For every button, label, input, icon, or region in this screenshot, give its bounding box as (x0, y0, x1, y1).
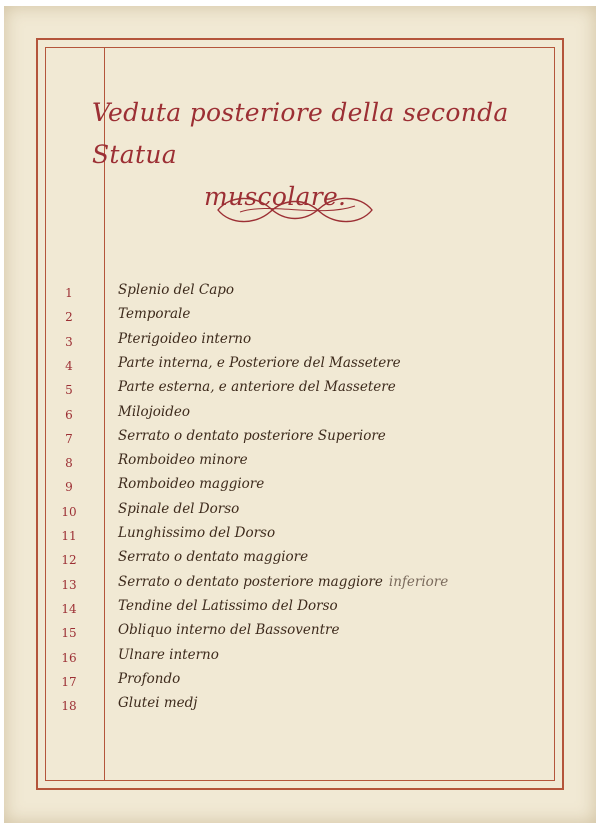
list-item (50, 695, 530, 719)
item-label (118, 671, 180, 687)
item-label (118, 355, 401, 371)
list-item (50, 404, 530, 428)
item-label-text: Serrato o dentato posteriore Superiore (118, 427, 386, 444)
item-label-text: Serrato o dentato maggiore (118, 549, 309, 566)
item-label-text: Parte interna, e Posteriore del Massetere (118, 354, 401, 371)
list-item (50, 476, 530, 500)
list-item (50, 331, 530, 355)
list-item (50, 574, 530, 598)
item-number: 1 (65, 286, 73, 300)
item-number: 15 (61, 626, 77, 641)
item-label-text: Profondo (118, 670, 181, 687)
item-label-text: Splenio del Capo (118, 282, 235, 298)
list-item (50, 501, 530, 525)
item-label-text: Romboideo minore (118, 452, 248, 469)
item-label-text: Milojoideo (118, 403, 190, 420)
item-label-text: Ulnare interno (118, 646, 219, 663)
item-number: 7 (65, 431, 73, 446)
item-label (118, 598, 338, 614)
list-item (50, 428, 530, 452)
item-label-text: Serrato o dentato posteriore maggiore (118, 573, 383, 590)
list-item (50, 598, 530, 622)
item-label (118, 404, 190, 420)
decorative-flourish (210, 190, 380, 232)
item-label (118, 501, 239, 517)
item-number: 12 (61, 553, 77, 568)
item-label (118, 306, 190, 322)
item-label (118, 282, 234, 298)
item-label-text: Pterigoideo interno (118, 330, 252, 347)
item-number: 2 (65, 310, 73, 325)
item-label-text: Romboideo maggiore (118, 476, 265, 493)
item-number: 3 (65, 334, 73, 349)
item-label (118, 647, 219, 663)
item-number: 11 (61, 529, 77, 543)
item-number: 9 (65, 480, 73, 495)
item-label (118, 452, 248, 468)
item-label-text: Tendine del Latissimo del Dorso (118, 597, 338, 614)
title-line-2: muscolare. (204, 182, 347, 211)
item-label-text: Obliquo interno del Bassoventre (118, 622, 340, 639)
item-number: 8 (65, 456, 73, 471)
item-label (118, 379, 396, 395)
item-number: 18 (61, 699, 77, 714)
item-label-text: Spinale del Dorso (118, 500, 240, 517)
list-item (50, 306, 530, 330)
item-number: 4 (65, 358, 73, 373)
item-label (118, 574, 448, 590)
title-line-1: Veduta posteriore della seconda Statua (92, 98, 509, 169)
item-number: 13 (61, 577, 77, 592)
item-label-text: Glutei medj (118, 695, 198, 712)
item-label (118, 549, 308, 565)
item-number: 16 (61, 650, 77, 665)
item-number: 6 (65, 407, 73, 422)
item-label (118, 622, 339, 638)
item-label (118, 331, 251, 347)
item-label-text: Temporale (118, 306, 191, 323)
list-item (50, 452, 530, 476)
list-item (50, 622, 530, 646)
item-number: 17 (61, 674, 77, 689)
item-label (118, 476, 264, 492)
list-item (50, 355, 530, 379)
item-label (118, 525, 275, 541)
list-item (50, 671, 530, 695)
list-item (50, 379, 530, 403)
item-number: 14 (61, 601, 77, 616)
item-label-text: Lunghissimo del Dorso (118, 525, 276, 541)
item-label-addition: inferiore (388, 573, 449, 590)
item-label (118, 695, 197, 711)
list-item (50, 647, 530, 671)
list-item (50, 549, 530, 573)
item-label (118, 428, 386, 444)
list-item (50, 282, 530, 306)
item-number: 10 (61, 504, 77, 519)
item-number: 5 (65, 383, 73, 398)
item-label-text: Parte esterna, e anteriore del Massetere (118, 379, 396, 396)
list-item (50, 525, 530, 549)
